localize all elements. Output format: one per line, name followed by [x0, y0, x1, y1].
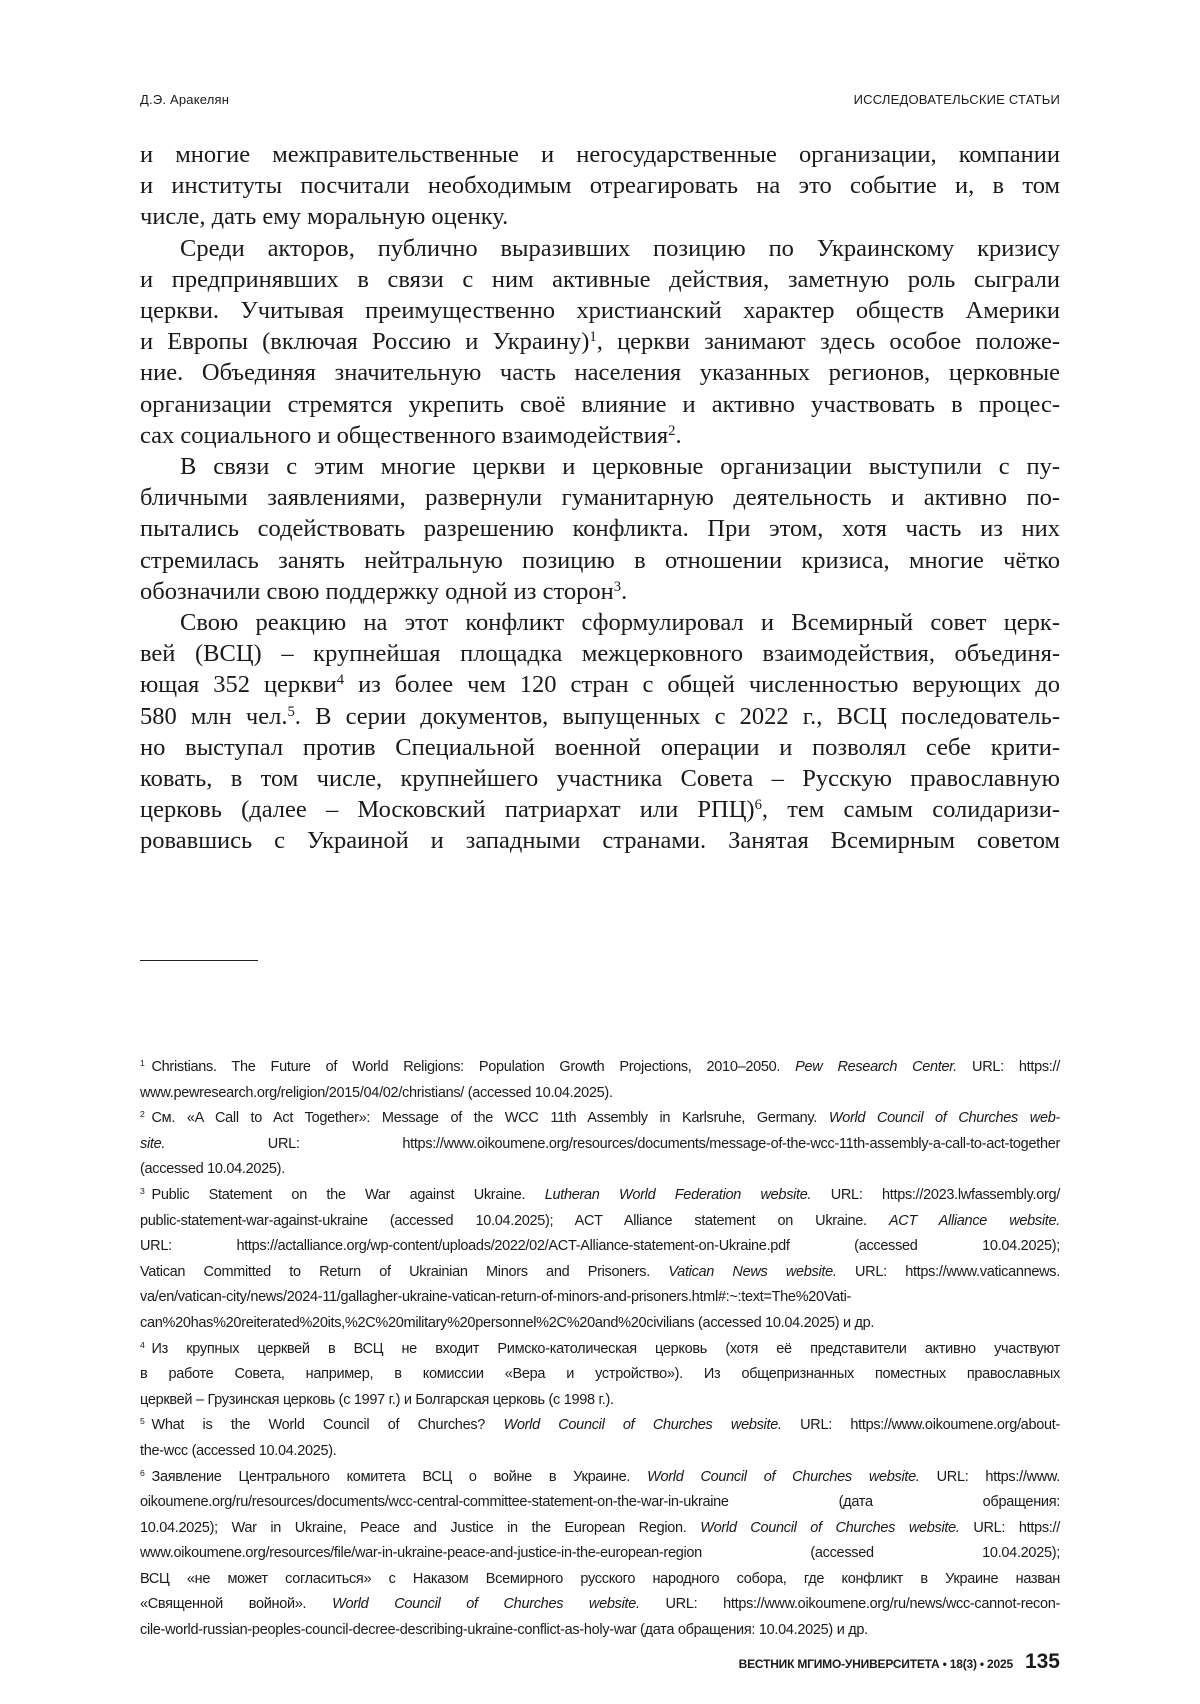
text-line: В связи с этим многие церкви и церковные организации выступили с пу- [140, 451, 1060, 482]
italic-source: site. [140, 1136, 165, 1152]
italic-source: Vatican News website. [668, 1264, 836, 1280]
footnote-ref: 6 [755, 797, 762, 813]
text-line: но выступал против Специальной военной операции и позволял себе крити- [140, 732, 1060, 763]
footnote-ref: 3 [614, 579, 621, 595]
paragraph [140, 607, 1060, 857]
italic-source: Pew Research Center. [795, 1059, 957, 1075]
footnote [140, 1337, 1060, 1414]
footnote-line: 4 Из крупных церквей в ВСЦ не входит Римско-католическая церковь (хотя её представители активно участвуют [140, 1337, 1060, 1363]
italic-source: World Council of Churches website. [332, 1596, 640, 1612]
running-header-section: ИССЛЕДОВАТЕЛЬСКИЕ СТАТЬИ [854, 92, 1060, 107]
footnote-line: site. URL: https://www.oikoumene.org/resources/documents/message-of-the-wcc-11th-assembly-a-call-to-act-together [140, 1132, 1060, 1158]
footnote-line: «Священной войной». World Council of Churches website. URL: https://www.oikoumene.org/ru/news/wcc-cannot-recon- [140, 1592, 1060, 1618]
footnote-number: 3 [140, 1186, 145, 1196]
footnote [140, 1183, 1060, 1337]
footnote-line: Vatican Committed to Return of Ukrainian Minors and Prisoners. Vatican News website. URL: https://www.vaticannews. [140, 1260, 1060, 1286]
text-line: и институты посчитали необходимым отреагировать на это событие и, в том [140, 170, 1060, 201]
footnote-line: URL: https://actalliance.org/wp-content/uploads/2022/02/ACT-Alliance-statement-on-Ukraine.pdf (accessed 10.04.2025); [140, 1234, 1060, 1260]
page-footer [739, 1650, 1060, 1674]
text-line: церковь (далее – Московский патриархат или РПЦ)6, тем самым солидаризи- [140, 794, 1060, 825]
running-header-author: Д.Э. Аракелян [140, 92, 229, 107]
footnote-number: 2 [140, 1109, 145, 1119]
footnote-ref: 2 [668, 423, 675, 439]
footnote-line: (accessed 10.04.2025). [140, 1157, 1060, 1183]
text-line: обозначили свою поддержку одной из сторон3. [140, 576, 1060, 607]
text-line: Свою реакцию на этот конфликт сформулировал и Всемирный совет церк- [140, 607, 1060, 638]
footnote-line: в работе Совета, например, в комиссии «Вера и устройство»). Из общепризнанных поместных православных [140, 1362, 1060, 1388]
footnote [140, 1413, 1060, 1464]
italic-source: World Council of Churches web- [829, 1110, 1060, 1126]
footnote-line: cile-world-russian-peoples-council-decree-describing-ukraine-conflict-as-holy-war (дата обращения: 10.04.2025) и др. [140, 1618, 1060, 1644]
footnote-line: 10.04.2025); War in Ukraine, Peace and Justice in the European Region. World Council of Churches website. URL: https:// [140, 1516, 1060, 1542]
footnote-number: 1 [140, 1058, 145, 1068]
italic-source: ACT Alliance website. [889, 1213, 1060, 1229]
paragraph [140, 139, 1060, 233]
page-number: 135 [1025, 1650, 1060, 1674]
text-line: вей (ВСЦ) – крупнейшая площадка межцерковного взаимодействия, объединя- [140, 638, 1060, 669]
footnote-number: 4 [140, 1340, 145, 1350]
journal-name: ВЕСТНИК МГИМО-УНИВЕРСИТЕТА • 18(3) • 2025 [739, 1657, 1013, 1671]
text-line: сах социального и общественного взаимодействия2. [140, 420, 1060, 451]
footnote-line: ВСЦ «не может согласиться» с Наказом Всемирного русского народного собора, где конфликт в Украине назван [140, 1567, 1060, 1593]
text-line: бличными заявлениями, развернули гуманитарную деятельность и активно по- [140, 482, 1060, 513]
text-line: ковать, в том числе, крупнейшего участника Совета – Русскую православную [140, 763, 1060, 794]
footnote-line: va/en/vatican-city/news/2024-11/gallagher-ukraine-vatican-return-of-minors-and-prisoners.html#:~:text=The%20Vati- [140, 1285, 1060, 1311]
footnote-line: 3 Public Statement on the War against Ukraine. Lutheran World Federation website. URL: https://2023.lwfassembly.org/ [140, 1183, 1060, 1209]
footnote [140, 1106, 1060, 1183]
footnote-ref: 5 [287, 704, 294, 720]
text-line: ние. Объединяя значительную часть населения указанных регионов, церковные [140, 357, 1060, 388]
text-line: ющая 352 церкви4 из более чем 120 стран с общей численностью верующих до [140, 669, 1060, 700]
footnote [140, 1465, 1060, 1644]
italic-source: World Council of Churches website. [700, 1520, 959, 1536]
footnote-line: 2 См. «A Call to Act Together»: Message of the WCC 11th Assembly in Karlsruhe, Germany. World Council of Churches web- [140, 1106, 1060, 1132]
footnote-number: 6 [140, 1468, 145, 1478]
text-line: пытались содействовать разрешению конфликта. При этом, хотя часть из них [140, 513, 1060, 544]
footnote-ref: 4 [337, 672, 344, 688]
footnote-line: www.pewresearch.org/religion/2015/04/02/christians/ (accessed 10.04.2025). [140, 1081, 1060, 1107]
italic-source: World Council of Churches website. [647, 1469, 920, 1485]
text-line: и многие межправительственные и негосударственные организации, компании [140, 139, 1060, 170]
footnote-line: can%20has%20reiterated%20its,%2C%20military%20personnel%2C%20and%20civilians (accessed 10.04.2025) и др. [140, 1311, 1060, 1337]
footnote-line: public-statement-war-against-ukraine (accessed 10.04.2025); ACT Alliance statement on Ukraine. ACT Alliance website. [140, 1209, 1060, 1235]
text-line: Среди акторов, публично выразивших позицию по Украинскому кризису [140, 233, 1060, 264]
footnote [140, 1055, 1060, 1106]
text-line: и предпринявших в связи с ним активные действия, заметную роль сыграли [140, 264, 1060, 295]
text-line: и Европы (включая Россию и Украину)1, церкви занимают здесь особое положе- [140, 326, 1060, 357]
footnote-line: церквей – Грузинская церковь (с 1997 г.) и Болгарская церковь (с 1998 г.). [140, 1388, 1060, 1414]
text-line: стремилась занять нейтральную позицию в отношении кризиса, многие чётко [140, 545, 1060, 576]
text-line: 580 млн чел.5. В серии документов, выпущенных с 2022 г., ВСЦ последователь- [140, 701, 1060, 732]
footnote-divider [140, 960, 258, 961]
text-line: числе, дать ему моральную оценку. [140, 201, 1060, 232]
footnote-line: 6 Заявление Центрального комитета ВСЦ о войне в Украине. World Council of Churches website. URL: https://www. [140, 1465, 1060, 1491]
text-line: организации стремятся укрепить своё влияние и активно участвовать в процес- [140, 389, 1060, 420]
text-line: церкви. Учитывая преимущественно христианский характер обществ Америки [140, 295, 1060, 326]
italic-source: World Council of Churches website. [503, 1417, 781, 1433]
text-line: ровавшись с Украиной и западными странами. Занятая Всемирным советом [140, 825, 1060, 856]
italic-source: Lutheran World Federation website. [545, 1187, 812, 1203]
footnote-line: the-wcc (accessed 10.04.2025). [140, 1439, 1060, 1465]
footnote-ref: 1 [589, 329, 596, 345]
article-body [140, 139, 1060, 857]
footnotes [140, 1055, 1060, 1644]
footnote-line: 1 Christians. The Future of World Religions: Population Growth Projections, 2010–2050. Pew Research Center. URL: https:// [140, 1055, 1060, 1081]
footnote-number: 5 [140, 1417, 145, 1427]
footnote-line: 5 What is the World Council of Churches? World Council of Churches website. URL: https://www.oikoumene.org/about- [140, 1413, 1060, 1439]
footnote-line: www.oikoumene.org/resources/file/war-in-ukraine-peace-and-justice-in-the-european-region (accessed 10.04.2025); [140, 1541, 1060, 1567]
footnote-line: oikoumene.org/ru/resources/documents/wcc-central-committee-statement-on-the-war-in-ukraine (дата обращения: [140, 1490, 1060, 1516]
paragraph [140, 451, 1060, 607]
paragraph [140, 233, 1060, 451]
